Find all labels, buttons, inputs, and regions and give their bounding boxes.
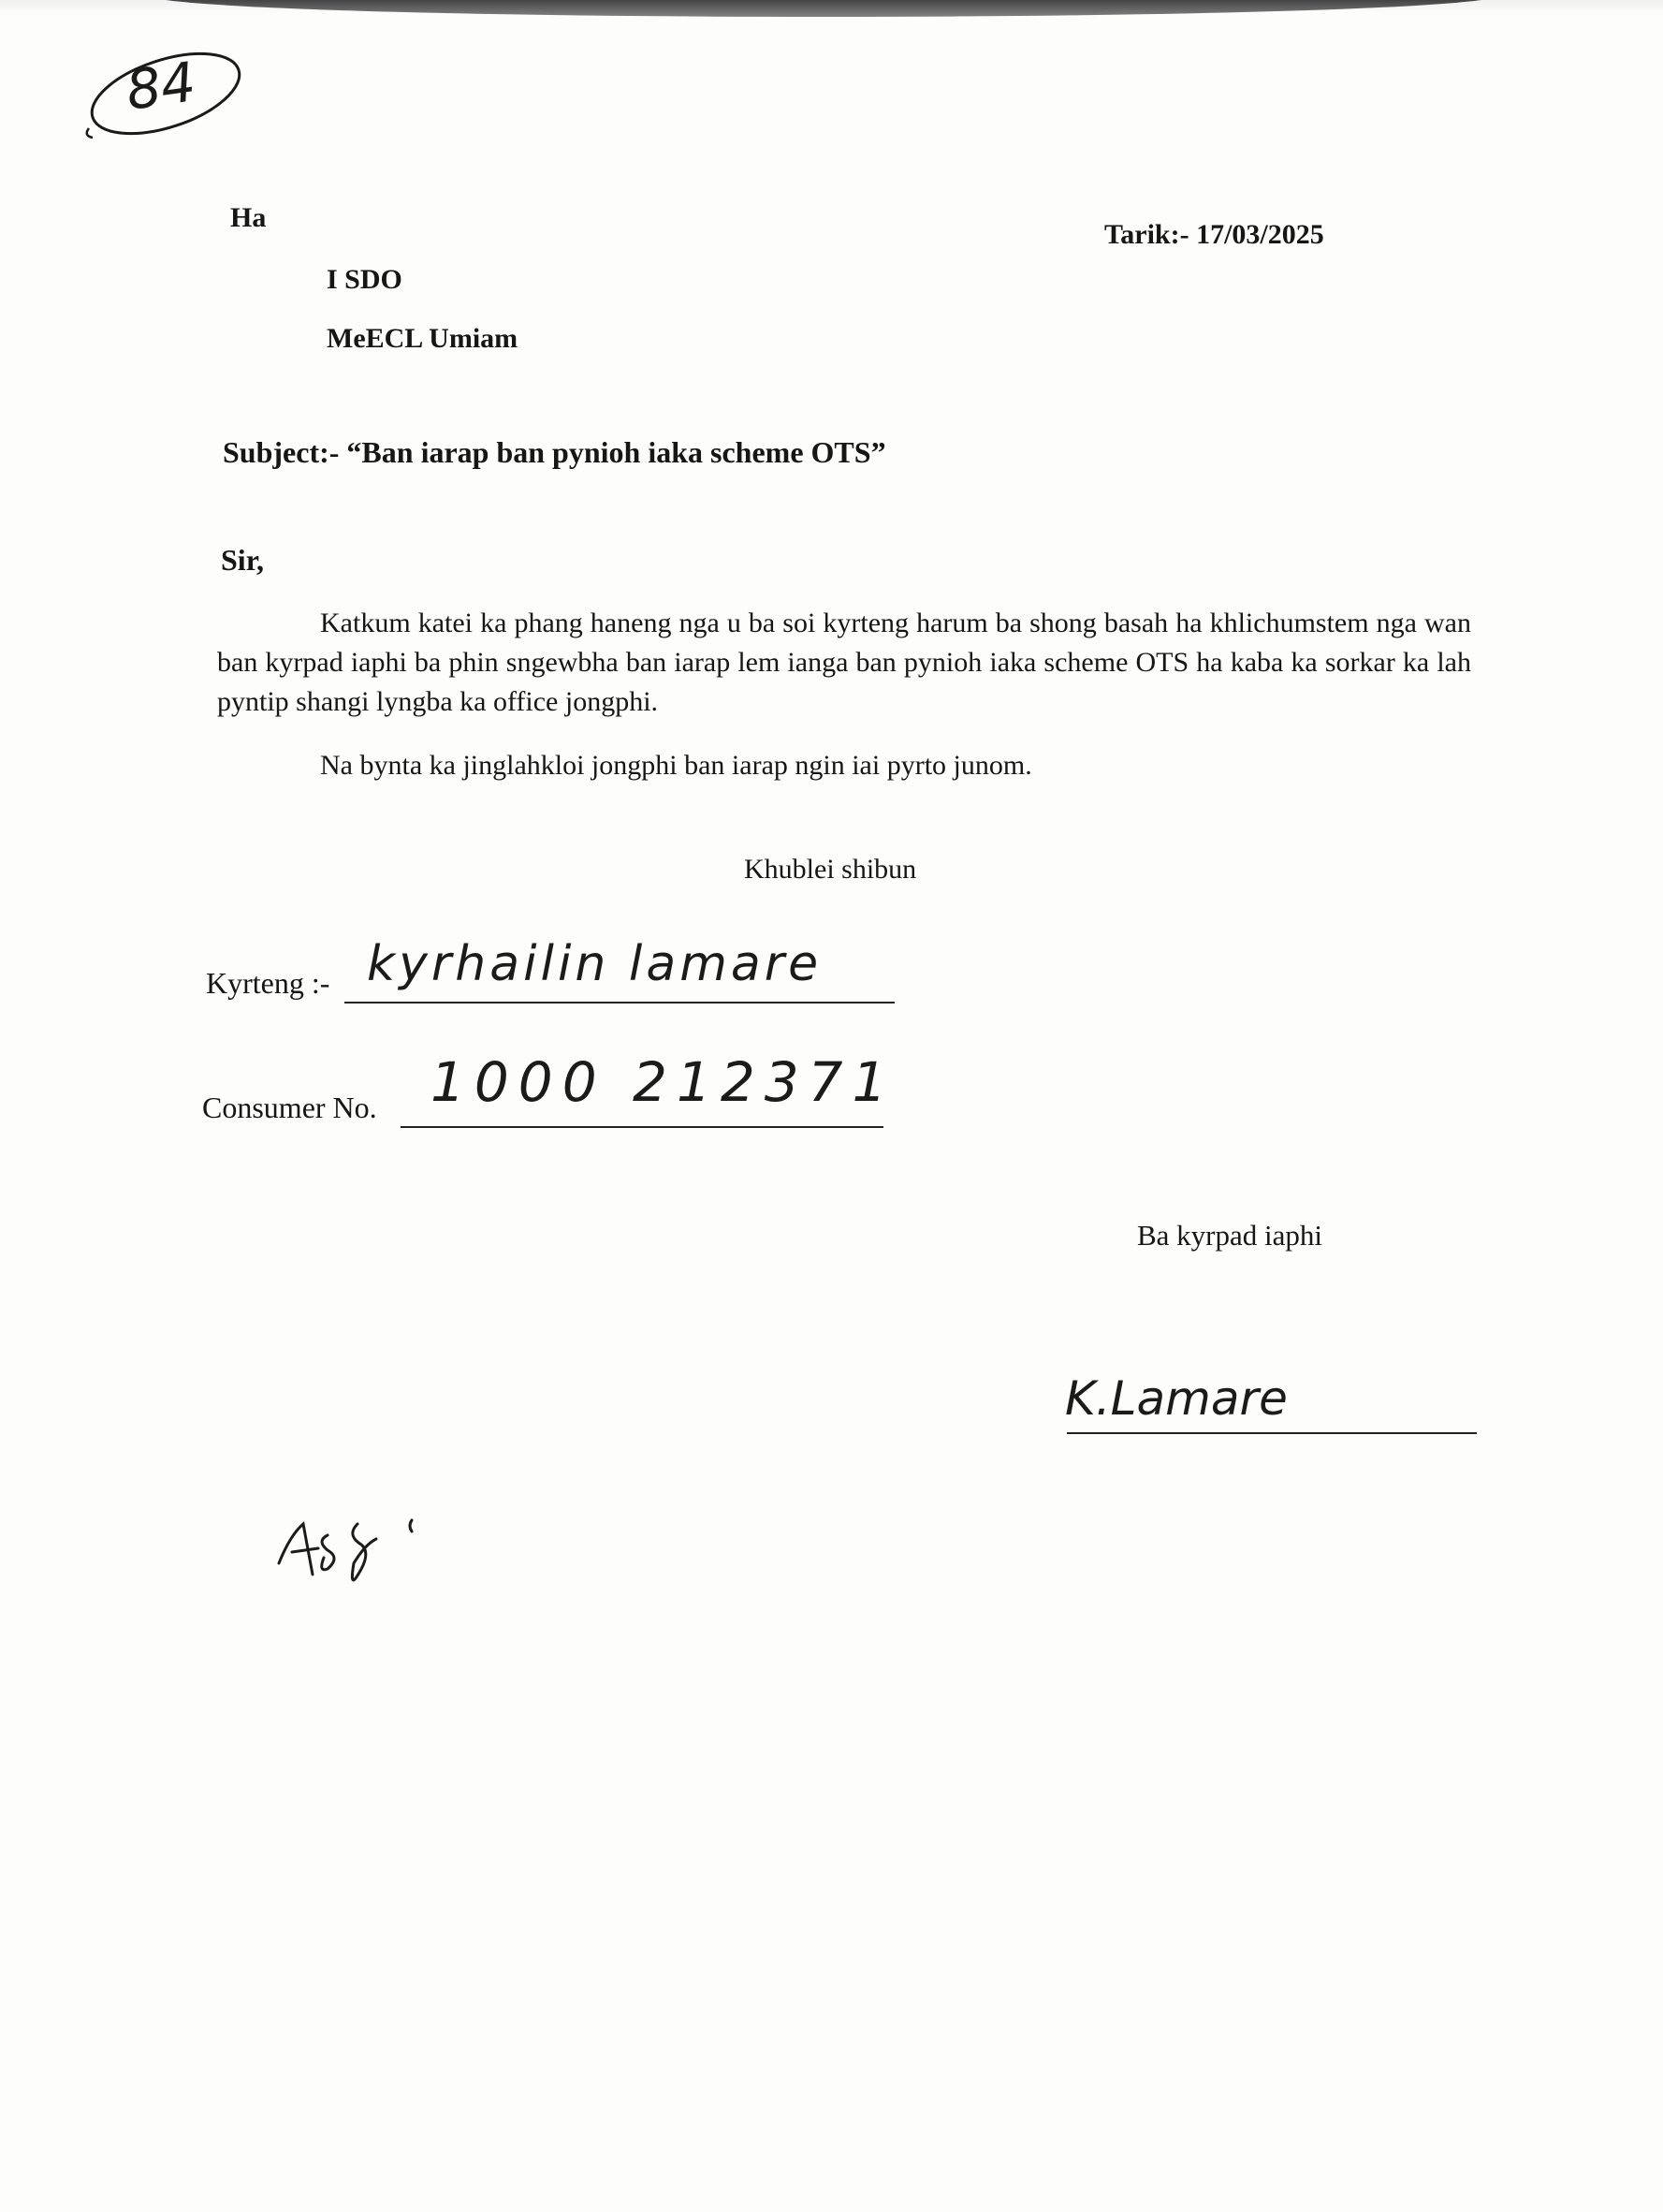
name-underline [344,1002,895,1003]
folio-number: 84 [122,50,200,123]
sign-off: Ba kyrpad iaphi [1137,1219,1323,1252]
consumer-number-handwritten: 1000 212371 [430,1050,897,1114]
body-paragraph: Na bynta ka jinglahkloi jongphi ban iarap ngin iai pyrto junom. [320,750,1032,781]
signature-handwritten: K.Lamare [1065,1371,1288,1426]
consumer-label: Consumer No. [202,1091,377,1124]
closing: Khublei shibun [744,854,917,885]
salutation-to: Ha [230,202,267,233]
greeting: Sir, [221,543,264,577]
signature-line [1067,1432,1477,1434]
consumer-underline [401,1126,883,1128]
recipient-line-1: I SDO [327,264,402,295]
name-label: Kyrteng :- [206,966,330,1000]
subject-line: Subject:- “Ban iarap ban pynioh iaka scheme OTS” [223,435,886,469]
scan-shadow [150,0,1497,17]
name-handwritten: kyrhailin lamare [367,936,823,992]
body-paragraph: Katkum katei ka phang haneng nga u ba soi kyrteng harum ba shong basah ha khlichumstem nga wan ban kyrpad iaphi ba phin sngewbha ban iarap lem ianga ban pynioh iaka scheme OTS ha kaba ka sorkar ka lah pyntip shangi lyngba ka office jongphi. [217,608,1471,717]
initials-scribble [271,1498,440,1591]
recipient-line-2: MeECL Umiam [327,323,518,354]
letter-body [217,604,1471,810]
letter-date: Tarik:- 17/03/2025 [1104,219,1324,250]
